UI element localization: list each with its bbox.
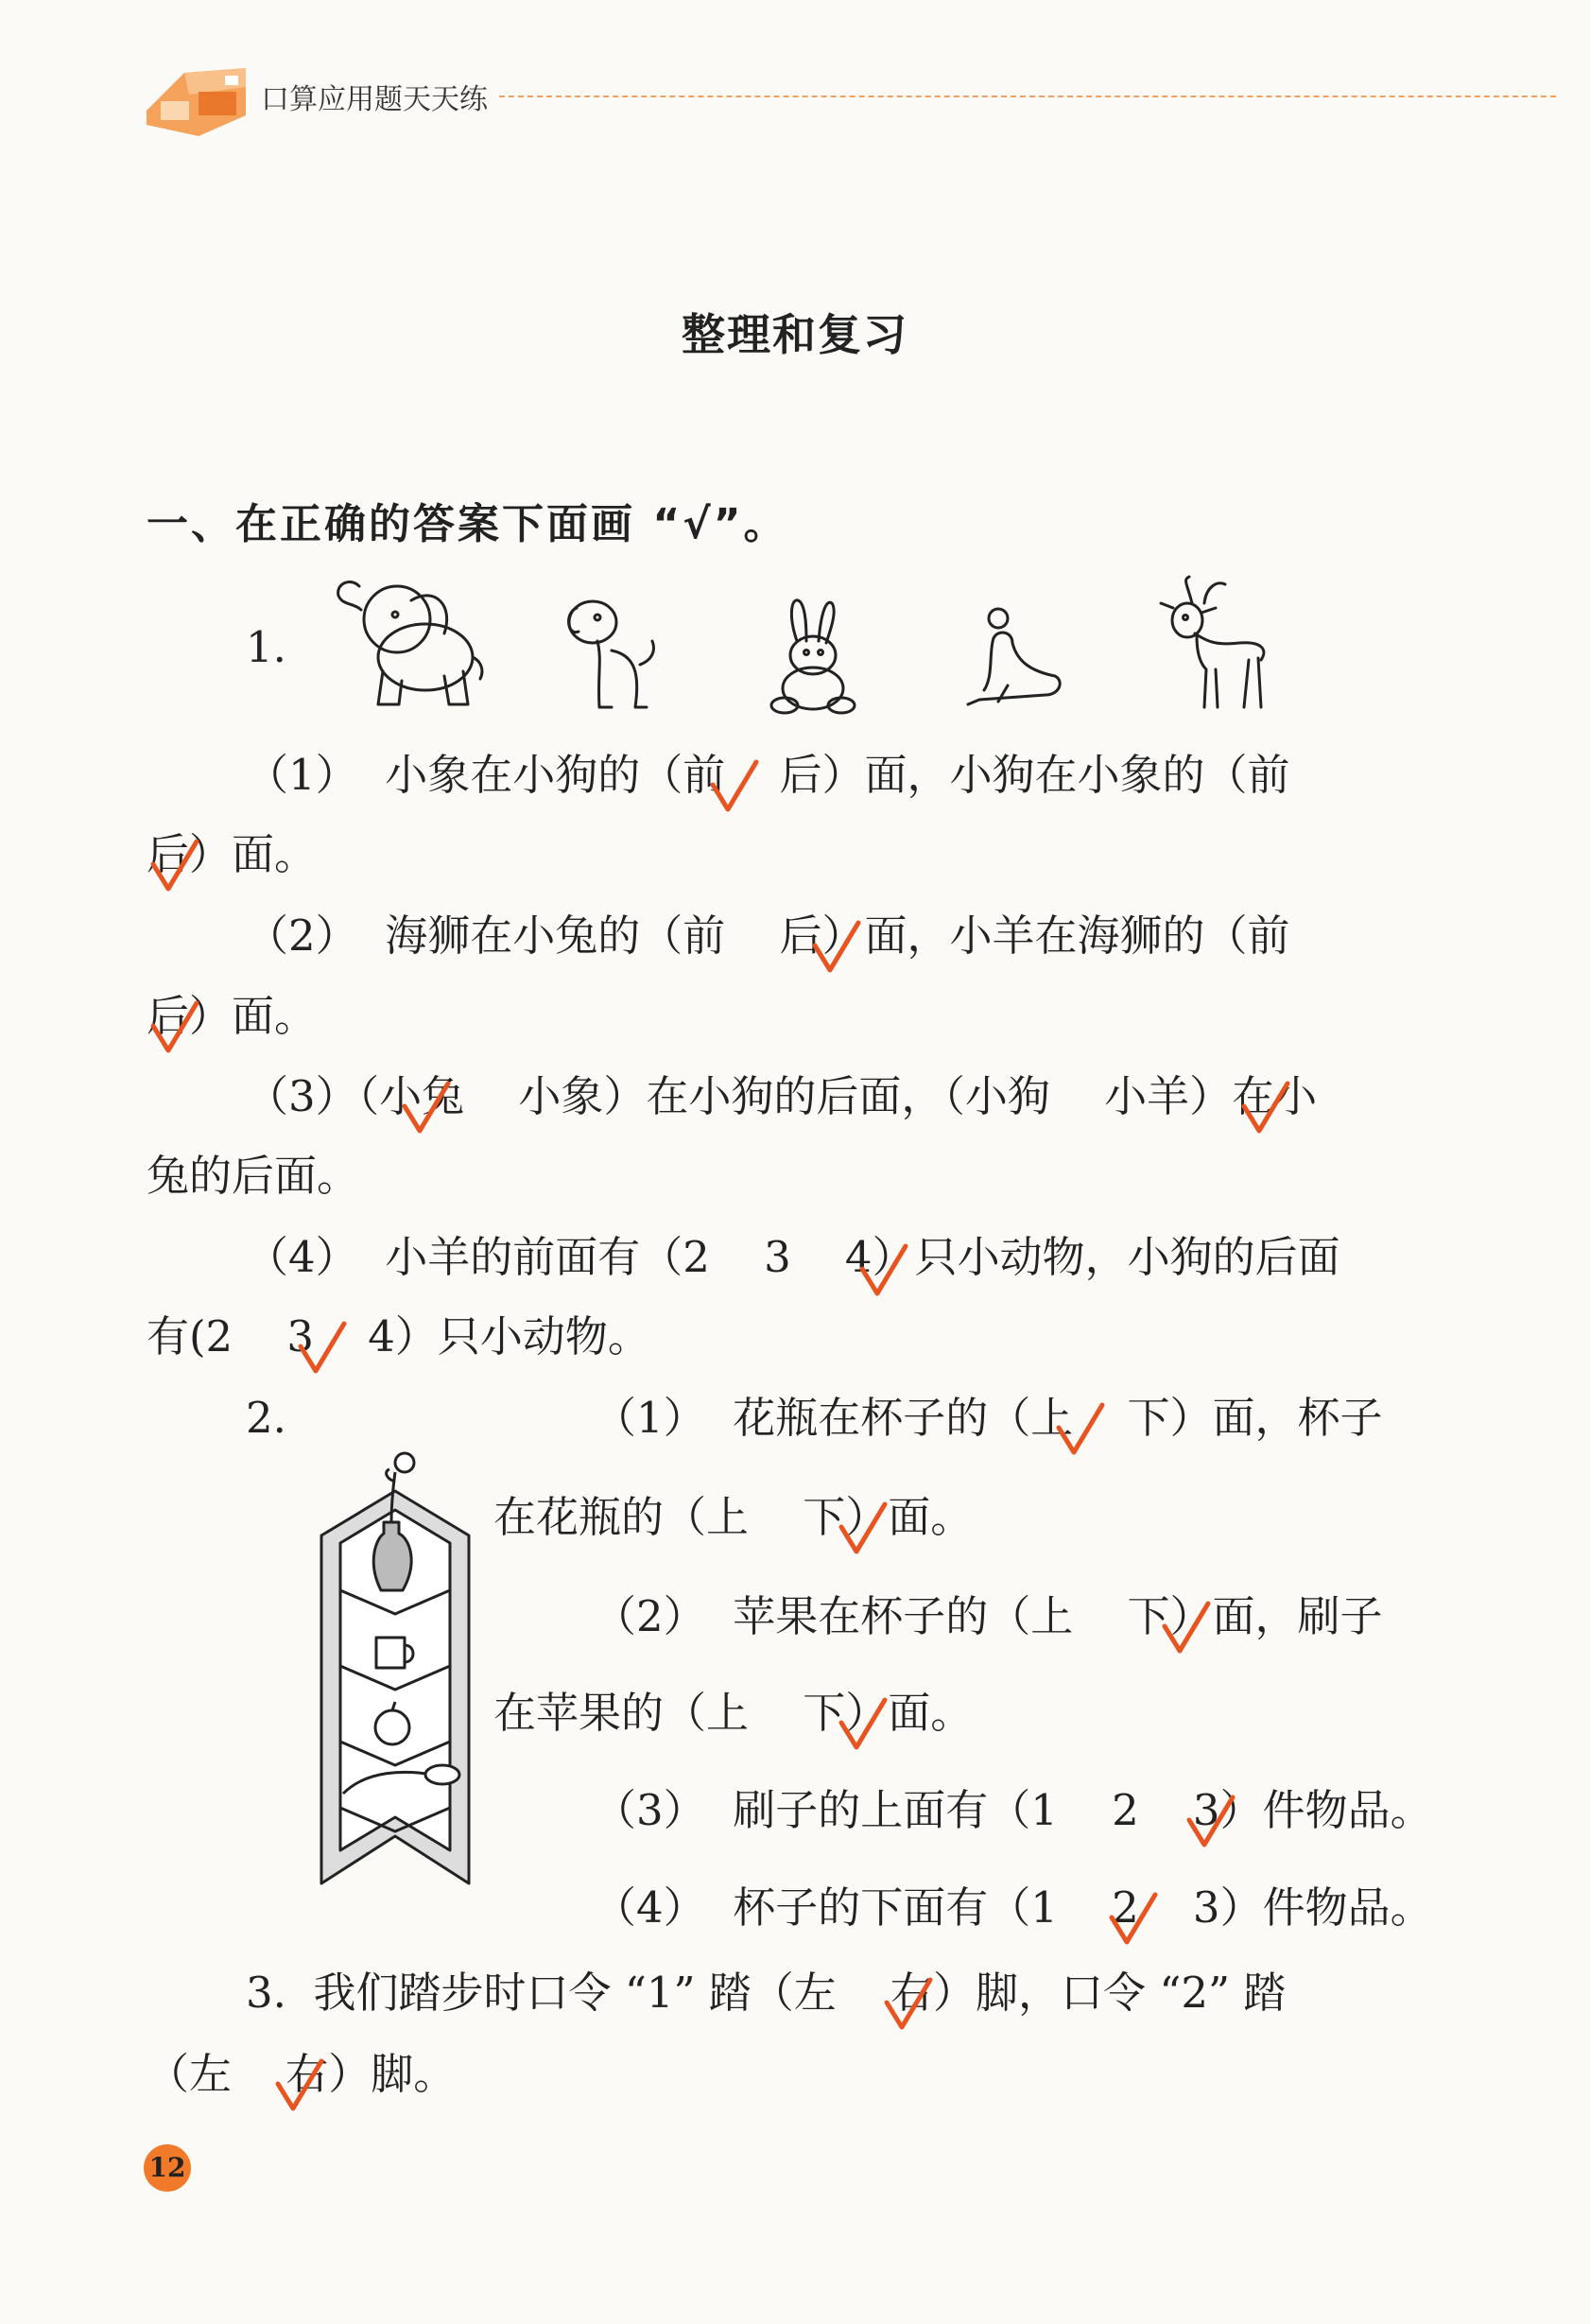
check-mark-icon [1240,1078,1293,1135]
corner-shelf-illustration [301,1448,490,1897]
check-mark-icon [709,756,762,813]
check-mark-icon [858,1240,911,1297]
sea-lion-icon [960,605,1066,709]
header-divider [499,95,1556,97]
q1-number: 1. [246,622,286,672]
q2-line-4: 在苹果的（上 下）面。 [493,1688,974,1738]
q3-line-1: 3. 我们踏步时口令 “1” 踏（左 右）脚，口令 “2” 踏 [246,1968,1287,2018]
elephant-icon [321,567,492,709]
check-mark-icon [1161,1598,1214,1655]
q1-line-4: 后）面。 [147,991,318,1041]
header-logo [142,59,255,139]
check-mark-icon [401,1078,454,1135]
section-heading: 一、在正确的答案下面画 “√”。 [147,500,788,548]
q1-line-5: （3）（小兔 小象）在小狗的后面，（小狗 小羊）在小 [246,1071,1318,1121]
q2-line-3: （2） 苹果在杯子的（上 下）面，刷子 [594,1591,1383,1641]
header-title: 口算应用题天天练 [261,83,488,116]
check-mark-icon [1108,1889,1161,1946]
goat-icon [1159,575,1272,715]
rabbit-icon [764,594,858,715]
q1-line-2: 后）面。 [147,829,318,879]
dog-icon [560,594,664,712]
q2-line-1: （1） 花瓶在杯子的（上 下）面，杯子 [594,1393,1383,1443]
check-mark-icon [838,1499,890,1555]
q2-number: 2. [246,1393,286,1443]
check-mark-icon [883,1974,936,2031]
check-mark-icon [297,1318,350,1375]
q1-line-8: 有(2 3 4）只小动物。 [147,1311,650,1361]
page-title: 整理和复习 [682,309,908,360]
check-mark-icon [274,2055,327,2112]
check-mark-icon [149,836,202,893]
check-mark-icon [811,917,864,974]
page-number: 12 [144,2144,191,2192]
check-mark-icon [838,1694,890,1751]
check-mark-icon [1055,1399,1108,1456]
q2-line-2: 在花瓶的（上 下）面。 [493,1492,974,1542]
q3-line-2: （左 右）脚。 [147,2049,457,2099]
check-mark-icon [1185,1792,1238,1848]
check-mark-icon [149,997,202,1054]
q2-line-6: （4） 杯子的下面有（1 2 3）件物品。 [594,1882,1433,1933]
q1-line-6: 兔的后面。 [147,1151,360,1201]
q2-line-5: （3） 刷子的上面有（1 2 3）件物品。 [594,1785,1433,1835]
q1-line-7: （4） 小羊的前面有（2 3 4）只小动物，小狗的后面 [246,1232,1340,1282]
q1-line-1: （1） 小象在小狗的（前 后）面，小狗在小象的（前 [246,750,1290,800]
q1-line-3: （2） 海狮在小兔的（前 后）面，小羊在海狮的（前 [246,911,1290,961]
